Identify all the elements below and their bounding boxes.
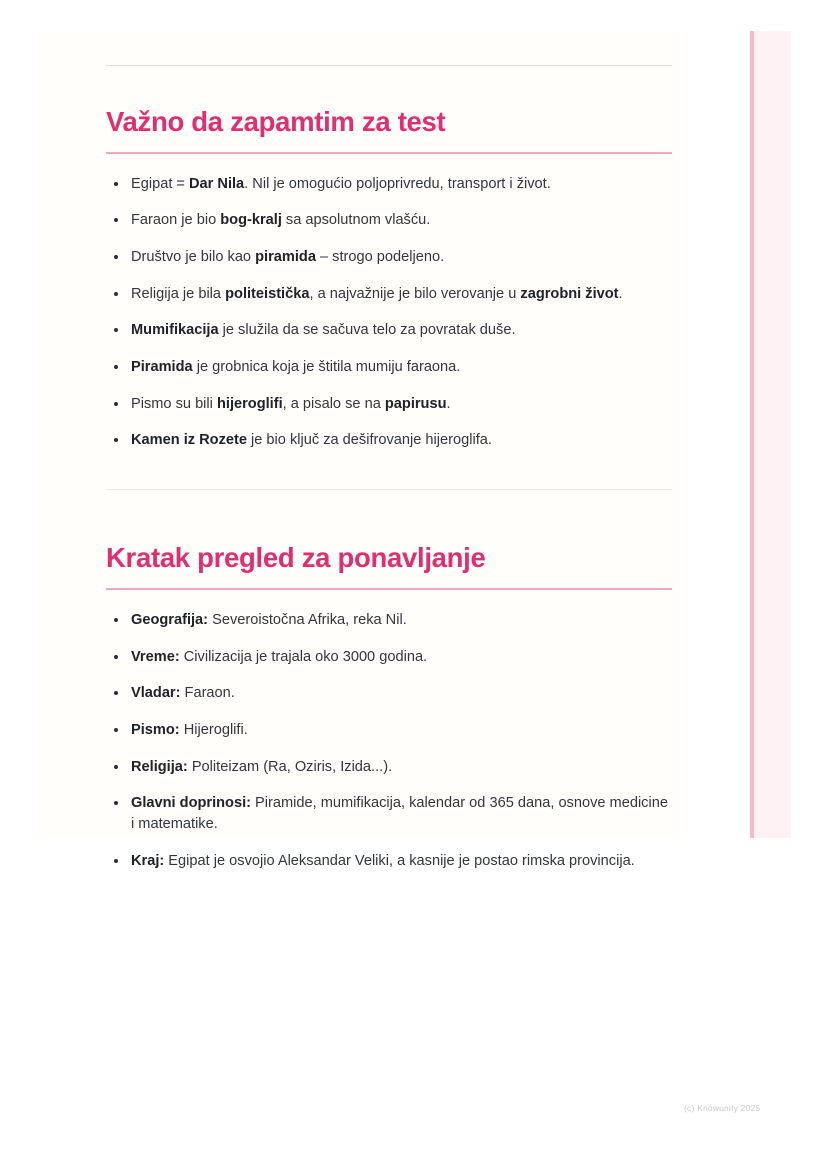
list-item-keyword: piramida [255, 248, 316, 265]
list-item-text: je grobnica koja je štitila mumiju faraona. [192, 358, 461, 375]
list-item-keyword: zagrobni život [520, 285, 619, 302]
list-item-keyword: Mumifikacija [131, 322, 219, 339]
list-item-keyword: Kraj: [131, 853, 165, 870]
list-item-text: Egipat je osvojio Aleksandar Veliki, a kasnije je postao rimska provincija. [164, 853, 635, 870]
list-item-keyword: papirusu [384, 395, 447, 412]
list-item [106, 757, 672, 778]
section-divider [106, 489, 672, 490]
list-item [106, 174, 672, 195]
list-item [106, 430, 672, 451]
list-item-text: Severoistočna Afrika, reka Nil. [208, 612, 407, 628]
list-item-keyword: Dar Nila [189, 175, 245, 192]
list-item-keyword: Glavni doprinosi: [131, 795, 251, 812]
list-item-keyword: Piramida [131, 358, 193, 375]
list-item [106, 610, 672, 631]
list-item-text: – strogo podeljeno. [315, 248, 445, 265]
list-item-text: , a pisalo se na [282, 395, 385, 412]
list-item-text: Politeizam (Ra, Oziris, Izida...). [187, 758, 393, 775]
note-card [36, 31, 680, 870]
bullet-list-review [106, 610, 672, 872]
section-quick-review [106, 542, 672, 872]
list-item-keyword: Pismo: [131, 721, 180, 738]
list-item-keyword: Religija: [131, 758, 188, 775]
list-item-keyword: bog-kralj [220, 212, 282, 229]
list-item-text: Civilizacija je trajala oko 3000 godina. [179, 648, 428, 665]
list-item [106, 394, 672, 415]
section-important-for-test [106, 31, 672, 451]
list-item-text: Religija je bila [131, 285, 226, 302]
list-item-keyword: politeistička [225, 285, 310, 302]
list-item-keyword: hijeroglifi [216, 395, 283, 412]
list-item [106, 720, 672, 741]
list-item [106, 247, 672, 268]
list-item-text: je bio ključ za dešifrovanje hijeroglifa. [246, 432, 492, 449]
list-item-text: , a najvažnije je bilo verovanje u [309, 285, 521, 302]
list-item [106, 683, 672, 704]
list-item-keyword: Geografija: [131, 612, 209, 628]
page-edge-stripe [750, 31, 791, 838]
section-title: Kratak pregled za ponavljanje [106, 542, 486, 574]
list-item-text: . Nil je omogućio poljoprivredu, transport i život. [244, 175, 551, 192]
list-item-text: Egipat = [131, 175, 190, 192]
bullet-list-important [106, 174, 672, 452]
list-item-text: . [618, 285, 623, 302]
list-item [106, 647, 672, 668]
list-item-text: Faraon je bio [131, 212, 221, 229]
list-item [106, 851, 672, 872]
list-item-text: Hijeroglifi. [179, 721, 248, 738]
list-item-text: Faraon. [180, 685, 235, 702]
list-item-keyword: Vreme: [131, 648, 180, 665]
list-item-text: je služila da se sačuva telo za povratak duše. [218, 322, 516, 339]
list-item-keyword: Vladar: [131, 685, 181, 702]
list-item-text: . [446, 395, 451, 412]
list-item [106, 210, 672, 231]
list-item-text: Društvo je bilo kao [131, 248, 256, 265]
list-item [106, 793, 672, 835]
section-title-underline [106, 152, 672, 154]
list-item [106, 284, 672, 305]
card-content [106, 31, 672, 872]
section-title-underline [106, 588, 672, 590]
list-item-keyword: Kamen iz Rozete [131, 432, 247, 449]
list-item [106, 357, 672, 378]
footer-credit: (c) Knowunity 2025 [684, 1103, 761, 1113]
list-item-text: Piramide, mumifikacija, kalendar od 365 dana, osnove medicine i matematike. [131, 795, 668, 833]
list-item [106, 320, 672, 341]
list-item-text: sa apsolutnom vlašću. [281, 212, 431, 229]
section-title: Važno da zapamtim za test [106, 106, 446, 137]
list-item-text: Pismo su bili [131, 395, 217, 412]
